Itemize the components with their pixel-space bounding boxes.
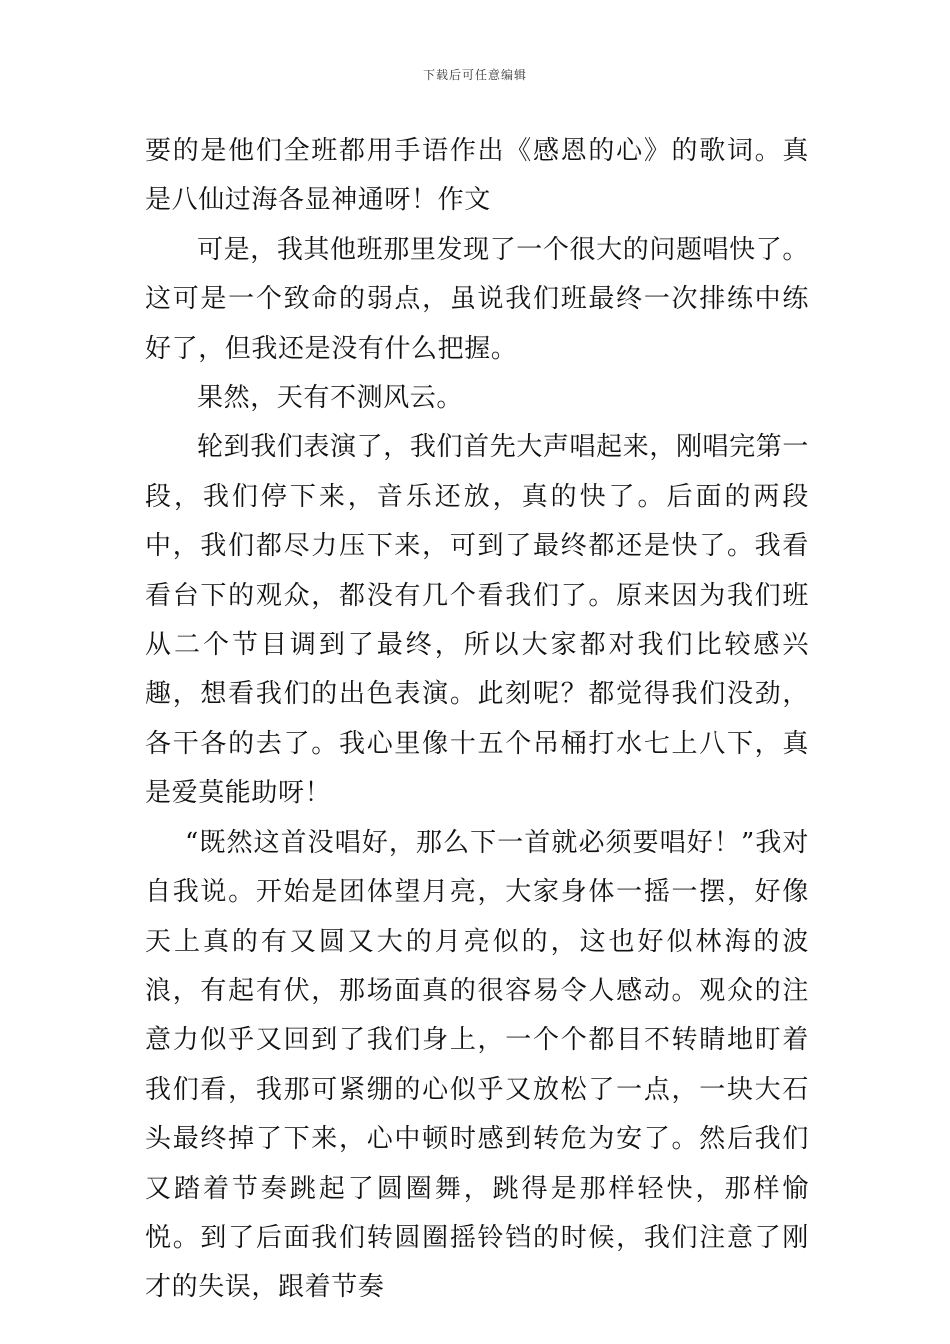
paragraph: 轮到我们表演了，我们首先大声唱起来，刚唱完第一段，我们停下来，音乐还放，真的快了。后面的两段中，我们都尽力压下来，可到了最终都还是快了。我看看台下的观众，都没有几个看我们了。原来因为我们班从二个节目调到了最终，所以大家都对我们比较感兴趣，想看我们的出色表演。此刻呢？都觉得我们没劲，各干各的去了。我心里像十五个吊桶打水七上八下，真是爱莫能助呀！: [145, 432, 809, 809]
paragraph: “既然这首没唱好，那么下一首就必须要唱好！”我对自我说。开始是团体望月亮，大家身体一摇一摆，好像天上真的有又圆又大的月亮似的，这也好似林海的波浪，有起有伏，那场面真的很容易令人感动。观众的注意力似乎又回到了我们身上，一个个都目不转睛地盯着我们看，我那可紧绷的心似乎又放松了一点，一块大石头最终掉了下来，心中顿时感到转危为安了。然后我们又踏着节奏跳起了圆圈舞，跳得是那样轻快，那样愉悦。到了后面我们转圆圈摇铃铛的时候，我们注意了刚才的失误，跟着节奏: [145, 827, 810, 1303]
paragraph: 果然，天有不测风云。: [197, 383, 464, 414]
body-text: [145, 127, 809, 1313]
paragraph-continuation: 要的是他们全班都用手语作出《感恩的心》的歌词。真是八仙过海各显神通呀！作文: [145, 136, 809, 216]
paragraph: 可是，我其他班那里发现了一个很大的问题唱快了。这可是一个致命的弱点，虽说我们班最终一次排练中练好了，但我还是没有什么把握。: [145, 234, 809, 364]
page-header: 下载后可任意编辑: [422, 68, 527, 82]
